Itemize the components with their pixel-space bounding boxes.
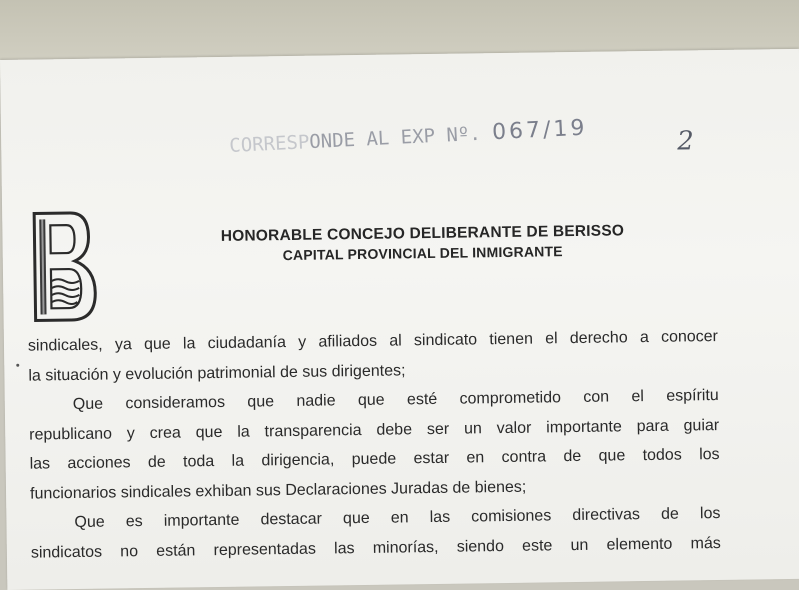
text-line: sindicatos no están representadas las minorías, siendo este un elemento más xyxy=(30,534,721,562)
margin-mark xyxy=(16,364,19,367)
text-line: republicano y crea que la transparencia debe ser un valor importante para guiar xyxy=(29,416,720,444)
text-line: Que es importante destacar que en las comisiones directivas de los xyxy=(74,504,721,532)
letterhead xyxy=(142,221,702,265)
text-line: sindicales, ya que la ciudadanía y afiliados al sindicato tienen el derecho a conocer xyxy=(27,328,719,355)
text-line: funcionarios sindicales exhiban sus Declaraciones Juradas de bienes; xyxy=(29,478,527,503)
letterhead-subtitle: CAPITAL PROVINCIAL DEL INMIGRANTE xyxy=(282,243,563,264)
file-number-stamp xyxy=(229,116,588,158)
text-line: la situación y evolución patrimonial de sus dirigentes; xyxy=(28,361,406,385)
document-body xyxy=(28,322,721,568)
stamp-file-number: 067/19 xyxy=(491,115,589,146)
berisso-b-logo-icon xyxy=(30,209,102,325)
letterhead-title: HONORABLE CONCEJO DELIBERANTE DE BERISSO xyxy=(220,222,625,245)
text-line: las acciones de toda la dirigencia, puede estar en contra de que todos los xyxy=(29,445,720,473)
stamp-prefix: CORRESP xyxy=(228,131,310,158)
stamp-text: ONDE AL EXP Nº. xyxy=(308,122,482,154)
text-line: Que consideramos que nadie que esté comprometido con el espíritu xyxy=(72,386,719,414)
document-page xyxy=(0,49,799,590)
handwritten-page-number: 2 xyxy=(676,126,694,157)
